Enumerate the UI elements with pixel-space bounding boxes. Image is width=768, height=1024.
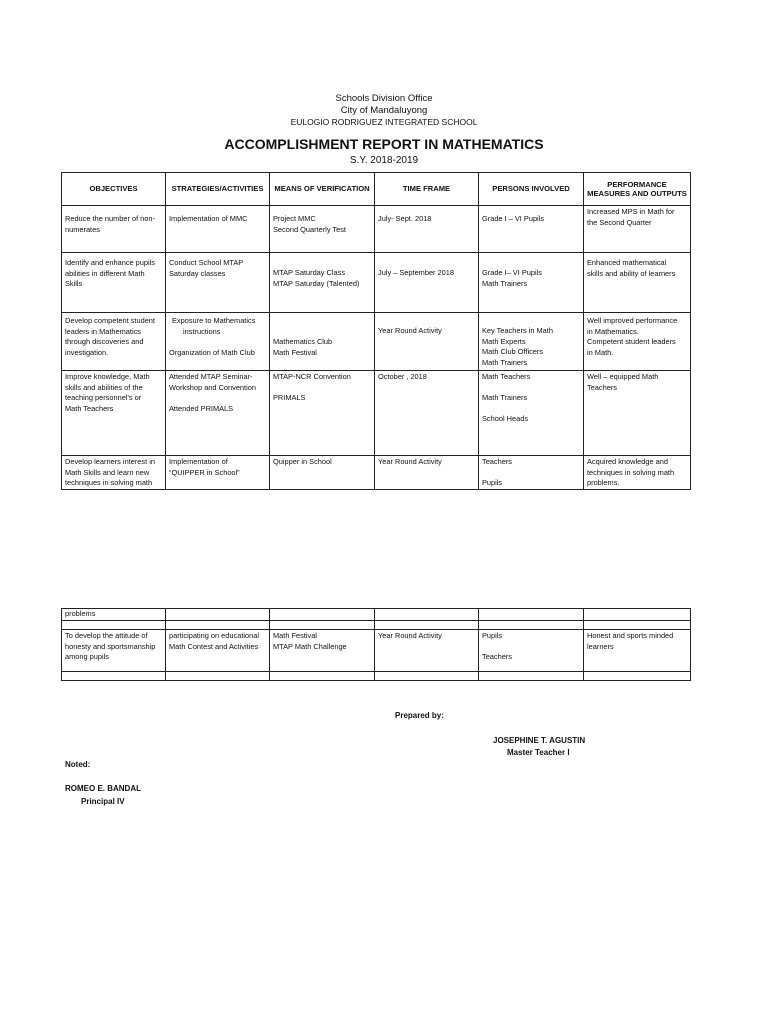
outputs-text: Honest and sports minded [587,631,674,640]
empty-cell [479,609,584,621]
table-header-row [62,173,691,206]
persons-cell [479,313,584,371]
empty-cell [166,672,270,681]
persons-cell [479,456,584,490]
objective-cell [62,609,166,621]
outputs-text: in Math. [587,347,614,357]
strategy-text: Math Contest and Activities [169,641,259,651]
objective-text: skills and abilities of the [65,382,143,392]
col-outputs: PERFORMANCE MEASURES AND OUTPUTS [584,173,691,206]
verification-text: Math Festival [273,347,317,357]
time-frame-cell [375,313,479,371]
persons-text: Math Trainers [482,393,528,403]
verification-cell [270,630,375,672]
outputs-cell [584,371,691,456]
table-row [62,371,691,456]
table-row [62,456,691,490]
outputs-cell [584,253,691,313]
objective-text: Skills [65,279,83,289]
time-frame-cell [375,630,479,672]
col-time-frame: TIME FRAME [375,173,479,206]
spacer [169,393,266,404]
accomplishment-table [61,172,691,490]
preparer-name: JOSEPHINE T. AGUSTIN [493,736,586,745]
persons-text: Teachers [482,457,512,466]
time-frame-text: July- Sept. 2018 [378,214,432,223]
objective-cell [62,456,166,490]
preparer-title: Master Teacher I [507,748,570,757]
persons-text: Grade I – VI Pupils [482,214,545,223]
objective-text: teaching personnel's or [65,393,142,403]
empty-cell [375,609,479,621]
verification-text: MTAP Saturday (Talented) [273,278,360,288]
empty-cell [166,609,270,621]
strategy-cell [166,253,270,313]
spacer [169,337,266,348]
objective-text: abilities in different Math [65,268,145,278]
spacer [482,404,580,415]
time-frame-text: Year Round Activity [378,457,442,466]
time-frame-text: October , 2018 [378,372,427,381]
empty-cell [375,672,479,681]
strategy-text: Attended PRIMALS [169,403,234,413]
strategy-text: Exposure to Mathematics [172,316,256,325]
table-row [62,206,691,253]
verification-text: Math Festival [273,631,317,640]
outputs-cell [584,456,691,490]
time-frame-text: July – September 2018 [378,268,455,277]
table-row [62,313,691,371]
persons-text: Pupils [482,478,503,488]
verification-text: MTAP-NCR Convention [273,372,351,381]
strategy-text: participating on educational [169,631,259,640]
objective-text: Math Teachers [65,403,114,413]
outputs-text: problems. [587,478,620,488]
empty-cell [479,621,584,630]
strategy-cell [166,206,270,253]
objective-text: through discoveries and [65,337,144,347]
verification-cell [270,206,375,253]
strategy-text: Organization of Math Club [169,347,255,357]
empty-cell [584,621,691,630]
col-persons: PERSONS INVOLVED [479,173,584,206]
persons-cell [479,253,584,313]
time-frame-text: Year Round Activity [378,326,442,335]
strategy-text: Saturday classes [169,268,226,278]
objective-cell [62,630,166,672]
outputs-text: Acquired knowledge and [587,457,668,466]
objective-text: among pupils [65,652,109,662]
persons-text: Key Teachers in Math [482,326,553,335]
strategy-text: Implementation of [169,457,228,466]
persons-cell [479,630,584,672]
outputs-text: skills and ability of learners [587,268,676,278]
persons-text: Teachers [482,652,512,662]
objective-text: Math Skills and learn new [65,467,150,477]
objective-text: Develop learners interest in [65,457,155,466]
empty-cell [166,621,270,630]
time-frame-cell [375,253,479,313]
outputs-text: Increased MPS in Math for [587,207,675,216]
prepared-by-label: Prepared by: [395,711,444,720]
table-row [62,672,691,681]
col-strategies: STRATEGIES/ACTIVITIES [166,173,270,206]
outputs-cell [584,630,691,672]
spacer [482,642,580,653]
spacer [482,468,580,479]
strategy-text: Conduct School MTAP [169,258,244,267]
outputs-text: Well – equipped Math [587,372,659,381]
empty-cell [270,672,375,681]
office-name: Schools Division Office [335,93,433,104]
strategy-cell [166,630,270,672]
outputs-text: in Mathematics. [587,326,639,336]
objective-cell [62,206,166,253]
outputs-cell [584,313,691,371]
persons-text: School Heads [482,414,529,424]
verification-cell [270,456,375,490]
outputs-text: Teachers [587,382,617,392]
persons-text: Math Club Officers [482,347,544,357]
school-name: EULOGIO RODRIGUEZ INTEGRATED SCHOOL [290,117,478,127]
verification-text: Second Quarterly Test [273,224,346,234]
empty-cell [584,672,691,681]
outputs-text: Competent student leaders [587,337,676,347]
objective-cell [62,313,166,371]
spacer [482,383,580,394]
objective-cell [62,371,166,456]
strategy-text: Attended MTAP Seminar- [169,372,253,381]
objective-text: honesty and sportsmanship [65,641,156,651]
strategy-cell [166,456,270,490]
col-verification: MEANS OF VERIFICATION [270,173,375,206]
table-row [62,630,691,672]
empty-cell [584,609,691,621]
strategy-text: “QUIPPER in School” [169,467,240,477]
noted-label: Noted: [65,760,91,769]
empty-cell [62,672,166,681]
time-frame-text: Year Round Activity [378,631,442,640]
strategy-text: Workshop and Convention [169,382,256,392]
verification-cell [270,371,375,456]
verification-text: Project MMC [273,214,316,223]
verification-text: MTAP Saturday Class [273,268,346,277]
continued-table [61,608,691,681]
objective-text: numerates [65,224,100,234]
objective-text: Improve knowledge, Math [65,372,150,381]
outputs-text: learners [587,641,614,651]
spacer [273,383,371,394]
empty-cell [270,609,375,621]
persons-cell [479,371,584,456]
strategy-text: instructions [183,326,221,336]
persons-text: Math Teachers [482,372,531,381]
time-frame-cell [375,456,479,490]
city-name: City of Mandaluyong [340,105,428,116]
persons-cell [479,206,584,253]
persons-text: Pupils [482,631,503,640]
col-objectives: OBJECTIVES [62,173,166,206]
school-year: S.Y. 2018-2019 [349,155,419,166]
strategy-text: Implementation of MMC [169,214,248,223]
objective-text: problems [65,609,96,618]
outputs-cell [584,206,691,253]
time-frame-cell [375,206,479,253]
objective-cell [62,253,166,313]
persons-text: Grade I– VI Pupils [482,268,542,277]
verification-text: MTAP Math Challenge [273,641,347,651]
noter-title: Principal IV [81,797,125,806]
report-title: ACCOMPLISHMENT REPORT IN MATHEMATICS [224,136,544,152]
noter-name: ROMEO E. BANDAL [65,784,141,793]
objective-text: To develop the attitude of [65,631,148,640]
empty-cell [375,621,479,630]
outputs-text: techniques in solving math [587,467,675,477]
objective-text: Develop competent student [65,316,155,325]
verification-text: Quipper in School [273,457,332,466]
time-frame-cell [375,371,479,456]
persons-text: Math Trainers [482,278,528,288]
objective-text: investigation. [65,347,109,357]
strategy-cell [166,371,270,456]
verification-cell [270,313,375,371]
table-row [62,621,691,630]
table-row [62,253,691,313]
objective-text: Reduce the number of non- [65,214,155,223]
empty-cell [479,672,584,681]
objective-text: leaders in Mathematics [65,326,141,336]
outputs-text: Enhanced mathematical [587,258,667,267]
outputs-text: Well improved performance [587,316,678,325]
outputs-text: the Second Quarter [587,217,652,227]
persons-text: Math Experts [482,336,526,346]
objective-text: techniques in solving math [65,478,153,488]
table-row [62,609,691,621]
empty-cell [270,621,375,630]
empty-cell [62,621,166,630]
verification-text: PRIMALS [273,393,306,403]
strategy-cell [166,313,270,371]
verification-cell [270,253,375,313]
objective-text: Identify and enhance pupils [65,258,155,267]
verification-text: Mathematics Club [273,337,333,346]
persons-text: Math Trainers [482,357,528,367]
